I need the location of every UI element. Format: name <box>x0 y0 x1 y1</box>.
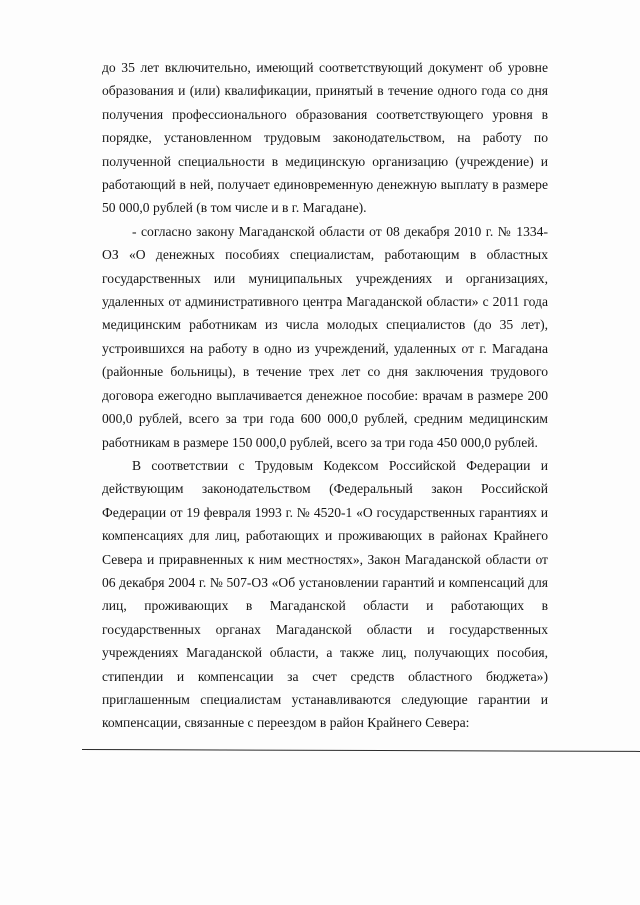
paragraph-regional-law-allowance: - согласно закону Магаданской области от 08 декабря 2010 г. № 1334-ОЗ «О денежных пособиях специалистам, работающим в областных государственных или муниципальных учреждениях и организациях, удаленных от административного центра Магаданской области» с 2011 года медицинским работникам из числа молодых специалистов (до 35 лет), устроившихся на работу в одно из учреждений, удаленных от г. Магадана (районные больницы), в течение трех лет со дня заключения трудового договора ежегодно выплачивается денежное пособие: врачам в размере 200 000,0 рублей, всего за три года 600 000,0 рублей, средним медицинским работникам в размере 150 000,0 рублей, всего за три года 450 000,0 рублей. <box>102 223 548 450</box>
document-body <box>102 56 548 735</box>
paragraph-young-specialist-payment: до 35 лет включительно, имеющий соответствующий документ об уровне образования и (или) квалификации, принятый в течение одного года со дня получения профессионального образования соответствующего уровня в порядке, установленном трудовым законодательством, на работу по полученной специальности в медицинскую организацию (учреждение) и работающий в ней, получает единовременную денежную выплату в размере 50 000,0 рублей (в том числе и в г. Магадане). <box>102 60 548 216</box>
scan-edge-line <box>82 749 640 752</box>
paragraph-labor-code-guarantees: В соответствии с Трудовым Кодексом Российской Федерации и действующим законодательством (Федеральный закон Российской Федерации от 19 февраля 1993 г. № 4520-1 «О государственных гарантиях и компенсациях для лиц, работающих и проживающих в районах Крайнего Севера и приравненных к ним местностях», Закон Магаданской области от 06 декабря 2004 г. № 507-ОЗ «Об установлении гарантий и компенсаций для лиц, проживающих в Магаданской области и работающих в государственных органах Магаданской области и государственных учреждениях Магаданской области, а также лиц, получающих пособия, стипендии и компенсации за счет средств областного бюджета») приглашенным специалистам устанавливаются следующие гарантии и компенсации, связанные с переездом в район Крайнего Севера: <box>102 457 548 731</box>
